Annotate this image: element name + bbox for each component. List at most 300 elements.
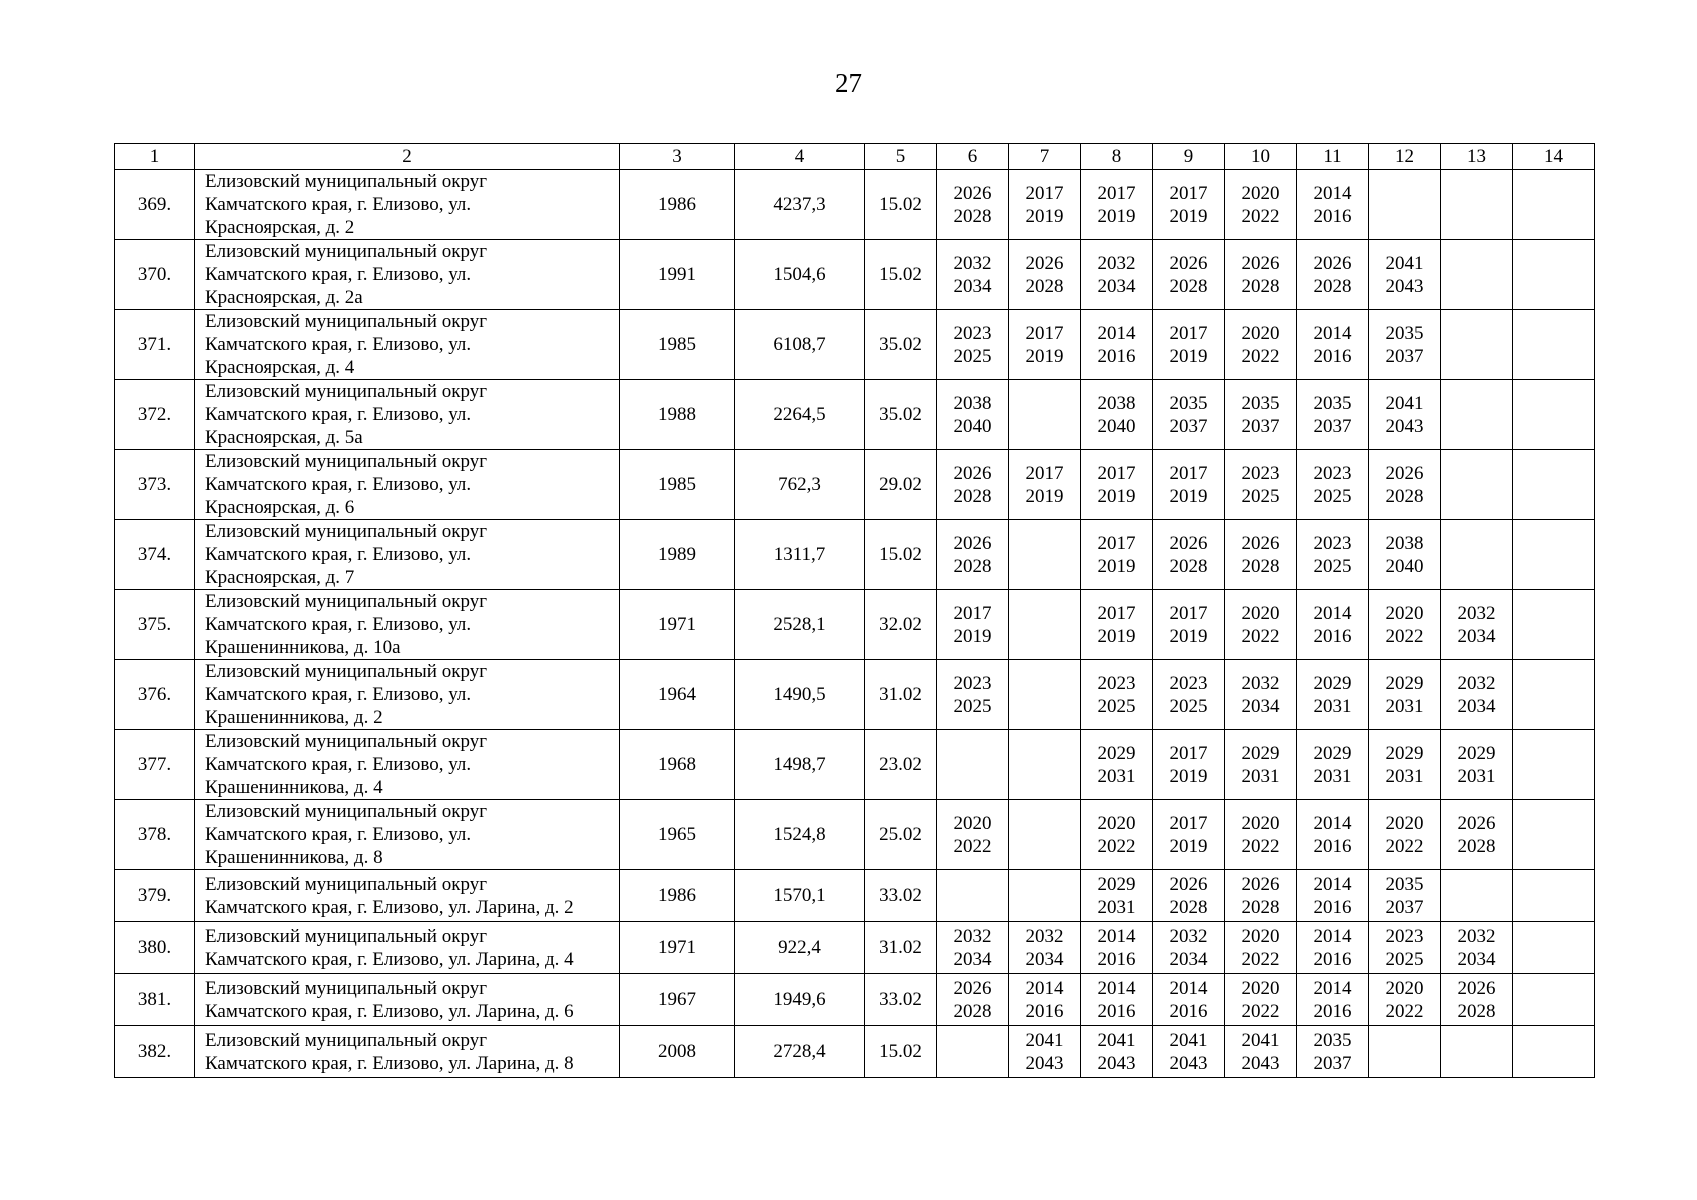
period-year: 2017 (1169, 462, 1208, 484)
period-year: 2037 (1385, 345, 1424, 367)
work-period-cell (1369, 660, 1441, 730)
year-built-cell: 1965 (620, 800, 735, 870)
period-year: 2028 (1241, 555, 1280, 577)
table-row (115, 800, 1595, 870)
period-year: 2026 (953, 182, 992, 204)
work-period-cell (937, 730, 1009, 800)
address-line: Камчатского края, г. Елизово, ул. (205, 474, 472, 495)
table-row (115, 1026, 1595, 1078)
year-built-cell: 1964 (620, 660, 735, 730)
work-period-cell (937, 800, 1009, 870)
period-year: 2020 (1241, 925, 1280, 947)
work-period-cell (1009, 974, 1081, 1026)
period-year: 2031 (1385, 765, 1424, 787)
period-year: 2022 (1385, 835, 1424, 857)
code-cell: 15.02 (865, 520, 937, 590)
work-period-cell (1009, 450, 1081, 520)
work-period-cell (1369, 922, 1441, 974)
period-year: 2037 (1313, 1052, 1352, 1074)
column-number-header: 10 (1225, 144, 1297, 170)
period-year: 2035 (1385, 322, 1424, 344)
work-period-cell (1369, 450, 1441, 520)
period-year: 2028 (953, 555, 992, 577)
address-cell (195, 870, 620, 922)
period-year: 2032 (1169, 925, 1208, 947)
address-line: Крашенинникова, д. 4 (205, 777, 383, 798)
work-period-cell (1369, 380, 1441, 450)
address-cell (195, 520, 620, 590)
code-cell: 29.02 (865, 450, 937, 520)
column-number-header: 14 (1513, 144, 1595, 170)
area-cell: 2264,5 (735, 380, 865, 450)
work-period-cell (1009, 520, 1081, 590)
period-year: 2038 (953, 392, 992, 414)
code-cell: 23.02 (865, 730, 937, 800)
work-period-cell (1081, 170, 1153, 240)
period-year: 2032 (1457, 602, 1496, 624)
period-year: 2025 (953, 345, 992, 367)
work-period-cell (1153, 922, 1225, 974)
address-line: Камчатского края, г. Елизово, ул. (205, 404, 472, 425)
period-year: 2014 (1313, 925, 1352, 947)
period-year: 2025 (953, 695, 992, 717)
work-period-cell (1081, 450, 1153, 520)
work-period-cell (1513, 974, 1595, 1026)
area-cell: 2728,4 (735, 1026, 865, 1078)
work-period-cell (1009, 170, 1081, 240)
period-year: 2014 (1313, 322, 1352, 344)
period-year: 2034 (1457, 695, 1496, 717)
address-line: Красноярская, д. 2а (205, 287, 363, 308)
period-year: 2041 (1169, 1029, 1208, 1051)
year-built-cell: 1988 (620, 380, 735, 450)
period-year: 2022 (1241, 835, 1280, 857)
work-period-cell (1081, 800, 1153, 870)
address-line: Елизовский муниципальный округ (205, 873, 487, 895)
row-number-cell: 377. (115, 730, 195, 800)
work-period-cell (1009, 310, 1081, 380)
area-cell: 1524,8 (735, 800, 865, 870)
address-line: Камчатского края, г. Елизово, ул. (205, 334, 472, 355)
period-year: 2037 (1241, 415, 1280, 437)
area-cell: 1311,7 (735, 520, 865, 590)
period-year: 2019 (1169, 765, 1208, 787)
column-number-header: 4 (735, 144, 865, 170)
period-year: 2023 (1169, 672, 1208, 694)
period-year: 2043 (1169, 1052, 1208, 1074)
work-period-cell (1369, 520, 1441, 590)
work-period-cell (937, 590, 1009, 660)
address-line: Камчатского края, г. Елизово, ул. (205, 754, 472, 775)
code-cell: 35.02 (865, 310, 937, 380)
work-period-cell (1153, 520, 1225, 590)
period-year: 2019 (953, 625, 992, 647)
work-period-cell (1441, 450, 1513, 520)
address-line: Елизовский муниципальный округ (205, 801, 487, 822)
address-line: Красноярская, д. 5а (205, 427, 363, 448)
period-year: 2025 (1169, 695, 1208, 717)
work-period-cell (1153, 310, 1225, 380)
work-period-cell (1369, 590, 1441, 660)
period-year: 2022 (1241, 345, 1280, 367)
work-period-cell (1153, 450, 1225, 520)
work-period-cell (1225, 870, 1297, 922)
period-year: 2016 (1313, 896, 1352, 918)
year-built-cell: 1971 (620, 922, 735, 974)
period-year: 2028 (1457, 835, 1496, 857)
period-year: 2041 (1097, 1029, 1136, 1051)
address-line: Камчатского края, г. Елизово, ул. Ларина, д. 8 (205, 1052, 574, 1074)
period-year: 2020 (1097, 812, 1136, 834)
period-year: 2020 (1241, 602, 1280, 624)
work-period-cell (937, 170, 1009, 240)
column-number-header: 7 (1009, 144, 1081, 170)
period-year: 2019 (1169, 205, 1208, 227)
code-cell: 25.02 (865, 800, 937, 870)
table-row (115, 730, 1595, 800)
period-year: 2016 (1097, 948, 1136, 970)
table-row (115, 310, 1595, 380)
period-year: 2040 (1385, 555, 1424, 577)
address-cell (195, 730, 620, 800)
period-year: 2034 (1169, 948, 1208, 970)
period-year: 2034 (1097, 275, 1136, 297)
period-year: 2031 (1313, 695, 1352, 717)
table-row (115, 870, 1595, 922)
work-period-cell (1369, 1026, 1441, 1078)
work-period-cell (1441, 170, 1513, 240)
period-year: 2035 (1169, 392, 1208, 414)
period-year: 2019 (1097, 625, 1136, 647)
address-cell (195, 380, 620, 450)
table-row (115, 974, 1595, 1026)
work-period-cell (1009, 800, 1081, 870)
address-line: Крашенинникова, д. 8 (205, 847, 383, 868)
period-year: 2029 (1385, 672, 1424, 694)
period-year: 2029 (1241, 742, 1280, 764)
work-period-cell (1009, 380, 1081, 450)
period-year: 2025 (1097, 695, 1136, 717)
work-period-cell (1369, 310, 1441, 380)
work-period-cell (1081, 380, 1153, 450)
work-period-cell (1081, 1026, 1153, 1078)
work-period-cell (1513, 380, 1595, 450)
row-number-cell: 371. (115, 310, 195, 380)
period-year: 2034 (1457, 625, 1496, 647)
period-year: 2028 (1457, 1000, 1496, 1022)
row-number-cell: 376. (115, 660, 195, 730)
row-number-cell: 380. (115, 922, 195, 974)
code-cell: 32.02 (865, 590, 937, 660)
work-period-cell (1081, 520, 1153, 590)
work-period-cell (1513, 922, 1595, 974)
period-year: 2026 (1313, 252, 1352, 274)
address-line: Елизовский муниципальный округ (205, 1029, 487, 1051)
period-year: 2028 (953, 485, 992, 507)
address-line: Елизовский муниципальный округ (205, 241, 487, 262)
work-period-cell (1081, 870, 1153, 922)
address-line: Елизовский муниципальный округ (205, 171, 487, 192)
work-period-cell (1297, 450, 1369, 520)
year-built-cell: 2008 (620, 1026, 735, 1078)
work-period-cell (937, 1026, 1009, 1078)
code-cell: 31.02 (865, 922, 937, 974)
year-built-cell: 1991 (620, 240, 735, 310)
period-year: 2028 (1241, 896, 1280, 918)
period-year: 2032 (1097, 252, 1136, 274)
work-period-cell (1441, 660, 1513, 730)
period-year: 2019 (1169, 345, 1208, 367)
period-year: 2026 (1241, 532, 1280, 554)
address-line: Елизовский муниципальный округ (205, 661, 487, 682)
period-year: 2019 (1169, 625, 1208, 647)
period-year: 2020 (953, 812, 992, 834)
period-year: 2029 (1097, 873, 1136, 895)
work-period-cell (1369, 800, 1441, 870)
period-year: 2016 (1169, 1000, 1208, 1022)
area-cell: 4237,3 (735, 170, 865, 240)
period-year: 2031 (1457, 765, 1496, 787)
period-year: 2019 (1097, 555, 1136, 577)
period-year: 2028 (1313, 275, 1352, 297)
period-year: 2017 (953, 602, 992, 624)
work-period-cell (1225, 520, 1297, 590)
work-period-cell (1081, 310, 1153, 380)
work-period-cell (1513, 800, 1595, 870)
period-year: 2020 (1241, 977, 1280, 999)
period-year: 2016 (1097, 1000, 1136, 1022)
code-cell: 35.02 (865, 380, 937, 450)
code-cell: 15.02 (865, 240, 937, 310)
period-year: 2020 (1385, 812, 1424, 834)
column-number-header: 3 (620, 144, 735, 170)
period-year: 2023 (1313, 462, 1352, 484)
address-line: Красноярская, д. 6 (205, 497, 355, 518)
work-period-cell (1441, 730, 1513, 800)
work-period-cell (1009, 922, 1081, 974)
work-period-cell (1297, 870, 1369, 922)
address-line: Красноярская, д. 2 (205, 217, 355, 238)
period-year: 2026 (953, 462, 992, 484)
year-built-cell: 1989 (620, 520, 735, 590)
area-cell: 1498,7 (735, 730, 865, 800)
address-cell (195, 660, 620, 730)
period-year: 2026 (1241, 873, 1280, 895)
work-period-cell (1441, 240, 1513, 310)
period-year: 2031 (1097, 896, 1136, 918)
period-year: 2019 (1025, 485, 1064, 507)
table-row (115, 922, 1595, 974)
code-cell: 33.02 (865, 870, 937, 922)
work-period-cell (1441, 520, 1513, 590)
table-row (115, 380, 1595, 450)
work-period-cell (937, 660, 1009, 730)
period-year: 2029 (1313, 672, 1352, 694)
period-year: 2029 (1097, 742, 1136, 764)
period-year: 2041 (1385, 252, 1424, 274)
period-year: 2026 (1169, 873, 1208, 895)
address-line: Камчатского края, г. Елизово, ул. (205, 544, 472, 565)
area-cell: 1949,6 (735, 974, 865, 1026)
work-period-cell (937, 380, 1009, 450)
table-row (115, 590, 1595, 660)
work-period-cell (1009, 660, 1081, 730)
period-year: 2017 (1097, 462, 1136, 484)
work-period-cell (1513, 730, 1595, 800)
area-cell: 1504,6 (735, 240, 865, 310)
period-year: 2014 (1313, 602, 1352, 624)
period-year: 2025 (1313, 555, 1352, 577)
address-line: Елизовский муниципальный округ (205, 925, 487, 947)
work-period-cell (1297, 170, 1369, 240)
period-year: 2017 (1025, 182, 1064, 204)
period-year: 2026 (1457, 812, 1496, 834)
work-period-cell (1081, 590, 1153, 660)
address-line: Елизовский муниципальный округ (205, 381, 487, 402)
work-period-cell (1297, 310, 1369, 380)
address-line: Камчатского края, г. Елизово, ул. (205, 264, 472, 285)
work-period-cell (937, 922, 1009, 974)
row-number-cell: 379. (115, 870, 195, 922)
period-year: 2017 (1169, 322, 1208, 344)
row-number-cell: 381. (115, 974, 195, 1026)
period-year: 2014 (1313, 182, 1352, 204)
period-year: 2032 (953, 252, 992, 274)
period-year: 2026 (1169, 252, 1208, 274)
address-cell (195, 1026, 620, 1078)
work-period-cell (1297, 520, 1369, 590)
period-year: 2019 (1025, 205, 1064, 227)
work-period-cell (1297, 922, 1369, 974)
work-period-cell (1225, 800, 1297, 870)
work-period-cell (1081, 240, 1153, 310)
period-year: 2032 (1025, 925, 1064, 947)
work-period-cell (1297, 590, 1369, 660)
period-year: 2014 (1025, 977, 1064, 999)
table-row (115, 450, 1595, 520)
column-number-header: 2 (195, 144, 620, 170)
area-cell: 762,3 (735, 450, 865, 520)
period-year: 2014 (1169, 977, 1208, 999)
period-year: 2017 (1097, 532, 1136, 554)
period-year: 2022 (1241, 625, 1280, 647)
area-cell: 2528,1 (735, 590, 865, 660)
period-year: 2029 (1385, 742, 1424, 764)
work-period-cell (1225, 922, 1297, 974)
period-year: 2016 (1025, 1000, 1064, 1022)
period-year: 2034 (1241, 695, 1280, 717)
period-year: 2019 (1097, 205, 1136, 227)
period-year: 2023 (1385, 925, 1424, 947)
work-period-cell (1009, 240, 1081, 310)
work-period-cell (937, 310, 1009, 380)
address-line: Елизовский муниципальный округ (205, 311, 487, 332)
work-period-cell (1153, 590, 1225, 660)
work-period-cell (1297, 800, 1369, 870)
work-period-cell (1441, 800, 1513, 870)
year-built-cell: 1968 (620, 730, 735, 800)
period-year: 2017 (1169, 602, 1208, 624)
period-year: 2037 (1385, 896, 1424, 918)
period-year: 2028 (953, 205, 992, 227)
page-number: 27 (835, 68, 862, 98)
housing-registry-table (114, 143, 1595, 1078)
address-cell (195, 922, 620, 974)
period-year: 2029 (1313, 742, 1352, 764)
period-year: 2019 (1097, 485, 1136, 507)
row-number-cell: 374. (115, 520, 195, 590)
period-year: 2031 (1313, 765, 1352, 787)
period-year: 2037 (1169, 415, 1208, 437)
year-built-cell: 1985 (620, 310, 735, 380)
address-cell (195, 800, 620, 870)
period-year: 2028 (1385, 485, 1424, 507)
work-period-cell (1441, 310, 1513, 380)
period-year: 2035 (1241, 392, 1280, 414)
work-period-cell (1081, 730, 1153, 800)
work-period-cell (1009, 590, 1081, 660)
work-period-cell (1513, 590, 1595, 660)
year-built-cell: 1985 (620, 450, 735, 520)
work-period-cell (1153, 660, 1225, 730)
work-period-cell (1513, 660, 1595, 730)
address-line: Красноярская, д. 7 (205, 567, 355, 588)
period-year: 2040 (1097, 415, 1136, 437)
period-year: 2028 (1241, 275, 1280, 297)
work-period-cell (1153, 974, 1225, 1026)
work-period-cell (1369, 870, 1441, 922)
period-year: 2043 (1385, 275, 1424, 297)
period-year: 2028 (1169, 896, 1208, 918)
period-year: 2023 (953, 672, 992, 694)
work-period-cell (1153, 240, 1225, 310)
address-line: Камчатского края, г. Елизово, ул. (205, 684, 472, 705)
period-year: 2034 (1457, 948, 1496, 970)
work-period-cell (1153, 870, 1225, 922)
column-number-header: 13 (1441, 144, 1513, 170)
work-period-cell (1513, 240, 1595, 310)
period-year: 2026 (953, 532, 992, 554)
table-header-row (115, 144, 1595, 170)
period-year: 2038 (1385, 532, 1424, 554)
work-period-cell (1441, 974, 1513, 1026)
table-row (115, 520, 1595, 590)
work-period-cell (1297, 730, 1369, 800)
work-period-cell (1225, 310, 1297, 380)
period-year: 2020 (1241, 322, 1280, 344)
period-year: 2026 (953, 977, 992, 999)
period-year: 2022 (1385, 625, 1424, 647)
period-year: 2043 (1241, 1052, 1280, 1074)
period-year: 2031 (1385, 695, 1424, 717)
address-line: Камчатского края, г. Елизово, ул. (205, 194, 472, 215)
period-year: 2016 (1313, 835, 1352, 857)
code-cell: 33.02 (865, 974, 937, 1026)
work-period-cell (1153, 170, 1225, 240)
year-built-cell: 1967 (620, 974, 735, 1026)
work-period-cell (1441, 380, 1513, 450)
period-year: 2031 (1241, 765, 1280, 787)
period-year: 2017 (1097, 182, 1136, 204)
period-year: 2019 (1025, 345, 1064, 367)
work-period-cell (1513, 450, 1595, 520)
period-year: 2029 (1457, 742, 1496, 764)
work-period-cell (937, 450, 1009, 520)
work-period-cell (1225, 450, 1297, 520)
period-year: 2043 (1097, 1052, 1136, 1074)
table-row (115, 240, 1595, 310)
work-period-cell (1009, 730, 1081, 800)
